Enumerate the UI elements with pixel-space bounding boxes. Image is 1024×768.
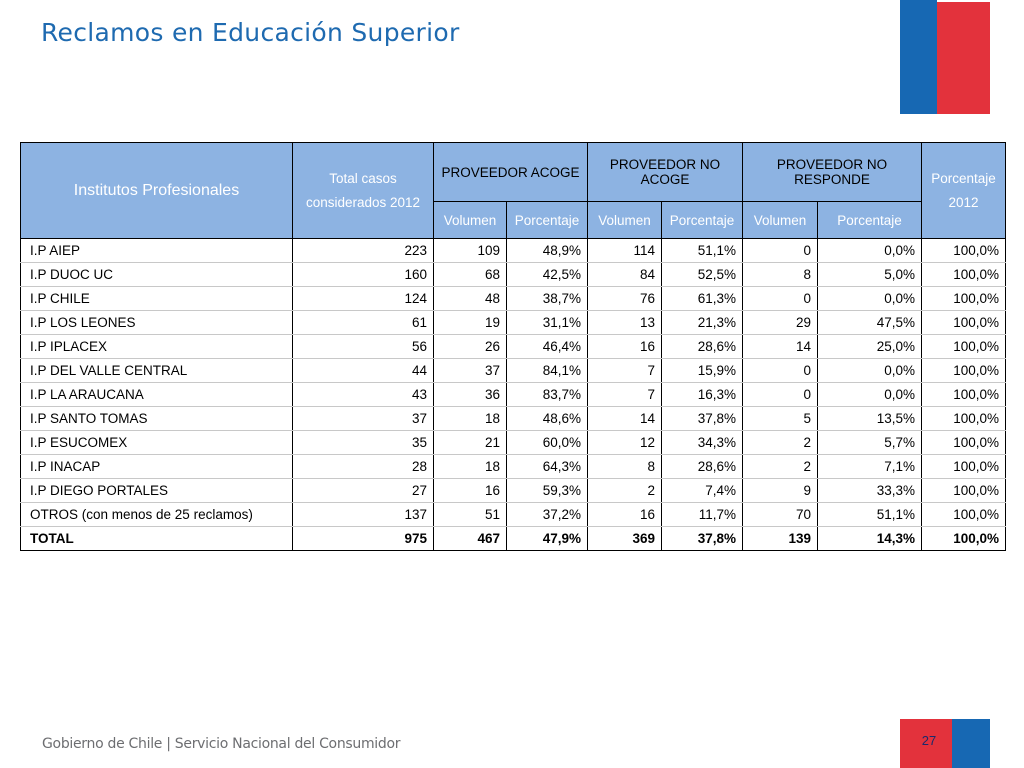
value-cell: 48,6% (507, 407, 588, 431)
value-cell: 51 (434, 503, 507, 527)
table-row (21, 335, 1006, 359)
value-cell: 5 (743, 407, 818, 431)
value-cell: 100,0% (922, 407, 1006, 431)
table-row (21, 263, 1006, 287)
value-cell: 15,9% (662, 359, 743, 383)
institution-name-cell: OTROS (con menos de 25 reclamos) (21, 503, 293, 527)
institution-name-cell: I.P ESUCOMEX (21, 431, 293, 455)
value-cell: 100,0% (922, 311, 1006, 335)
value-cell: 13,5% (818, 407, 922, 431)
table-row (21, 455, 1006, 479)
flag-blue-stripe (900, 0, 937, 114)
header-total-line1: Total casos (329, 170, 397, 186)
header-porcentaje: Porcentaje (662, 202, 743, 239)
value-cell: 9 (743, 479, 818, 503)
value-cell: 0 (743, 239, 818, 263)
table-body (21, 239, 1006, 551)
value-cell: 38,7% (507, 287, 588, 311)
value-cell: 13 (588, 311, 662, 335)
institution-name-cell: I.P DUOC UC (21, 263, 293, 287)
page-number: 27 (921, 733, 937, 748)
value-cell: 84,1% (507, 359, 588, 383)
value-cell: 0 (743, 383, 818, 407)
value-cell: 8 (588, 455, 662, 479)
value-cell: 2 (588, 479, 662, 503)
value-cell: 12 (588, 431, 662, 455)
value-cell: 100,0% (922, 455, 1006, 479)
value-cell: 29 (743, 311, 818, 335)
institution-name-cell: I.P LOS LEONES (21, 311, 293, 335)
value-cell: 16,3% (662, 383, 743, 407)
header-proveedor-no-responde: PROVEEDOR NO RESPONDE (743, 143, 922, 202)
value-cell: 60,0% (507, 431, 588, 455)
value-cell: 34,3% (662, 431, 743, 455)
header-proveedor-acoge: PROVEEDOR ACOGE (434, 143, 588, 202)
value-cell: 42,5% (507, 263, 588, 287)
value-cell: 36 (434, 383, 507, 407)
value-cell: 11,7% (662, 503, 743, 527)
value-cell: 84 (588, 263, 662, 287)
header-pct-line2: 2012 (948, 194, 979, 210)
value-cell: 68 (434, 263, 507, 287)
value-cell: 5,0% (818, 263, 922, 287)
institution-name-cell: I.P INACAP (21, 455, 293, 479)
value-cell: 51,1% (818, 503, 922, 527)
value-cell: 61,3% (662, 287, 743, 311)
value-cell: 16 (588, 503, 662, 527)
header-total-line2: considerados 2012 (305, 194, 421, 210)
table-row (21, 239, 1006, 263)
header-volumen: Volumen (743, 202, 818, 239)
table-row (21, 359, 1006, 383)
value-cell: 47,9% (507, 527, 588, 551)
value-cell: 5,7% (818, 431, 922, 455)
complaints-table (20, 142, 1006, 551)
value-cell: 37,8% (662, 527, 743, 551)
value-cell: 100,0% (922, 239, 1006, 263)
value-cell: 100,0% (922, 479, 1006, 503)
value-cell: 0,0% (818, 359, 922, 383)
value-cell: 16 (588, 335, 662, 359)
value-cell: 0 (743, 359, 818, 383)
value-cell: 64,3% (507, 455, 588, 479)
value-cell: 100,0% (922, 359, 1006, 383)
institution-name-cell: I.P IPLACEX (21, 335, 293, 359)
value-cell: 27 (293, 479, 434, 503)
flag-white-strip (937, 0, 990, 2)
value-cell: 100,0% (922, 263, 1006, 287)
flag-red-stripe (937, 0, 990, 114)
value-cell: 44 (293, 359, 434, 383)
value-cell: 61 (293, 311, 434, 335)
table-row (21, 287, 1006, 311)
value-cell: 14 (743, 335, 818, 359)
value-cell: 0,0% (818, 239, 922, 263)
value-cell: 223 (293, 239, 434, 263)
value-cell: 28 (293, 455, 434, 479)
value-cell: 31,1% (507, 311, 588, 335)
value-cell: 109 (434, 239, 507, 263)
value-cell: 369 (588, 527, 662, 551)
value-cell: 0,0% (818, 287, 922, 311)
value-cell: 2 (743, 455, 818, 479)
value-cell: 18 (434, 407, 507, 431)
table-row (21, 479, 1006, 503)
table-row (21, 311, 1006, 335)
value-cell: 37,8% (662, 407, 743, 431)
header-institutos: Institutos Profesionales (21, 143, 293, 239)
total-row (21, 527, 1006, 551)
value-cell: 59,3% (507, 479, 588, 503)
table-row (21, 407, 1006, 431)
value-cell: 52,5% (662, 263, 743, 287)
value-cell: 124 (293, 287, 434, 311)
value-cell: 18 (434, 455, 507, 479)
slide-title: Reclamos en Educación Superior (41, 18, 460, 47)
value-cell: 37 (434, 359, 507, 383)
value-cell: 8 (743, 263, 818, 287)
value-cell: 83,7% (507, 383, 588, 407)
value-cell: 100,0% (922, 335, 1006, 359)
value-cell: 160 (293, 263, 434, 287)
value-cell: 7 (588, 383, 662, 407)
value-cell: 47,5% (818, 311, 922, 335)
header-porcentaje: Porcentaje (818, 202, 922, 239)
value-cell: 7,4% (662, 479, 743, 503)
value-cell: 48 (434, 287, 507, 311)
value-cell: 100,0% (922, 431, 1006, 455)
value-cell: 46,4% (507, 335, 588, 359)
value-cell: 37 (293, 407, 434, 431)
value-cell: 975 (293, 527, 434, 551)
institution-name-cell: I.P DEL VALLE CENTRAL (21, 359, 293, 383)
value-cell: 16 (434, 479, 507, 503)
header-proveedor-no-acoge: PROVEEDOR NO ACOGE (588, 143, 743, 202)
institution-name-cell: I.P CHILE (21, 287, 293, 311)
value-cell: 76 (588, 287, 662, 311)
value-cell: 139 (743, 527, 818, 551)
value-cell: 43 (293, 383, 434, 407)
value-cell: 100,0% (922, 287, 1006, 311)
institution-name-cell: I.P DIEGO PORTALES (21, 479, 293, 503)
value-cell: 2 (743, 431, 818, 455)
value-cell: 56 (293, 335, 434, 359)
value-cell: 14 (588, 407, 662, 431)
value-cell: 51,1% (662, 239, 743, 263)
value-cell: 28,6% (662, 335, 743, 359)
value-cell: 7 (588, 359, 662, 383)
table-row (21, 383, 1006, 407)
footer-text: Gobierno de Chile | Servicio Nacional del Consumidor (42, 736, 401, 752)
institution-name-cell: TOTAL (21, 527, 293, 551)
value-cell: 28,6% (662, 455, 743, 479)
value-cell: 7,1% (818, 455, 922, 479)
value-cell: 100,0% (922, 383, 1006, 407)
value-cell: 33,3% (818, 479, 922, 503)
header-pct-line1: Porcentaje (931, 170, 996, 186)
value-cell: 48,9% (507, 239, 588, 263)
header-volumen: Volumen (434, 202, 507, 239)
institution-name-cell: I.P LA ARAUCANA (21, 383, 293, 407)
institution-name-cell: I.P AIEP (21, 239, 293, 263)
table-row (21, 503, 1006, 527)
value-cell: 0,0% (818, 383, 922, 407)
value-cell: 0 (743, 287, 818, 311)
header-porcentaje: Porcentaje (507, 202, 588, 239)
value-cell: 70 (743, 503, 818, 527)
value-cell: 14,3% (818, 527, 922, 551)
value-cell: 100,0% (922, 527, 1006, 551)
value-cell: 114 (588, 239, 662, 263)
value-cell: 37,2% (507, 503, 588, 527)
value-cell: 21 (434, 431, 507, 455)
value-cell: 35 (293, 431, 434, 455)
institution-name-cell: I.P SANTO TOMAS (21, 407, 293, 431)
value-cell: 21,3% (662, 311, 743, 335)
table-row (21, 431, 1006, 455)
value-cell: 19 (434, 311, 507, 335)
value-cell: 100,0% (922, 503, 1006, 527)
header-volumen: Volumen (588, 202, 662, 239)
value-cell: 25,0% (818, 335, 922, 359)
header-total-casos (293, 143, 434, 239)
header-porcentaje-2012 (922, 143, 1006, 239)
value-cell: 26 (434, 335, 507, 359)
value-cell: 137 (293, 503, 434, 527)
value-cell: 467 (434, 527, 507, 551)
